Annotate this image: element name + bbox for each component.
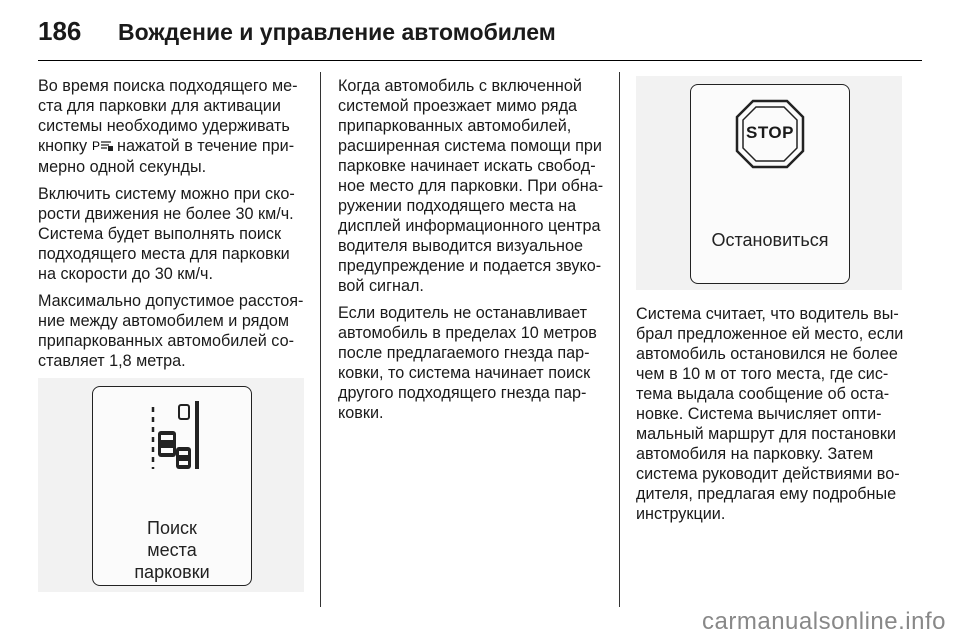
- figure-stop: [636, 76, 902, 290]
- watermark: carmanualsonline.info: [702, 608, 946, 635]
- parking-assist-icon: [92, 140, 117, 154]
- paragraph-search: Когда автомобиль с включенной системой проезжает мимо ряда припаркованных автомобилей, расширенная система помощи при парковке начинает искать свобод-ное место для парковки. При обна-ружении подходящего места на дисплей информационного центра водителя выводится визуальное предупреждение и подается звуко-вой сигнал.: [338, 77, 604, 295]
- paragraph-activation: Во время поиска подходящего ме-ста для парковки для активации системы необходимо удерживать кнопку P нажатой в течение при-мерно одной секунды.: [38, 77, 298, 176]
- column-3: [636, 304, 906, 531]
- display-panel: [92, 386, 252, 586]
- column-1: [38, 76, 308, 412]
- paragraph-research: Если водитель не останавливает автомобиль в пределах 10 метров после предлагаемого гнезда пар-ковки, то система начинает поиск другого подходящего гнезда пар-ковки.: [338, 304, 597, 422]
- column-2: [338, 76, 608, 430]
- display-message: Поиск места парковки: [134, 518, 210, 582]
- stop-sign-text: STOP: [746, 123, 794, 142]
- svg-text:P: P: [91, 139, 100, 152]
- page-title: Вождение и управление автомобилем: [118, 19, 556, 45]
- header-divider: [38, 60, 922, 61]
- figure-parking-search: [38, 378, 304, 592]
- page-header: [38, 16, 556, 46]
- display-panel: [690, 84, 850, 284]
- parking-search-icon: [93, 387, 251, 482]
- paragraph-speed: Включить систему можно при ско-рости движения не более 30 км/ч. Система будет выполнять поиск подходящего места для парковки на скорости до 30 км/ч.: [38, 185, 295, 283]
- display-message: Остановиться: [711, 230, 829, 250]
- page-number: 186: [38, 16, 82, 46]
- column-divider-1: [320, 72, 321, 607]
- paragraph-distance: Максимально допустимое расстоя-ние между автомобилем и рядом припаркованных автомобилей со-ставляет 1,8 метра.: [38, 292, 304, 370]
- column-divider-2: [619, 72, 620, 607]
- paragraph-route: Система считает, что водитель вы-брал предложенное ей место, если автомобиль остановился не более чем в 10 м от того места, где сис-тема выдала сообщение об оста-новке. Система вычисляет опти-мальный маршрут для постановки автомобиля на парковку. Затем система руководит действиями во-дителя, предлагая ему подробные инструкции.: [636, 305, 904, 523]
